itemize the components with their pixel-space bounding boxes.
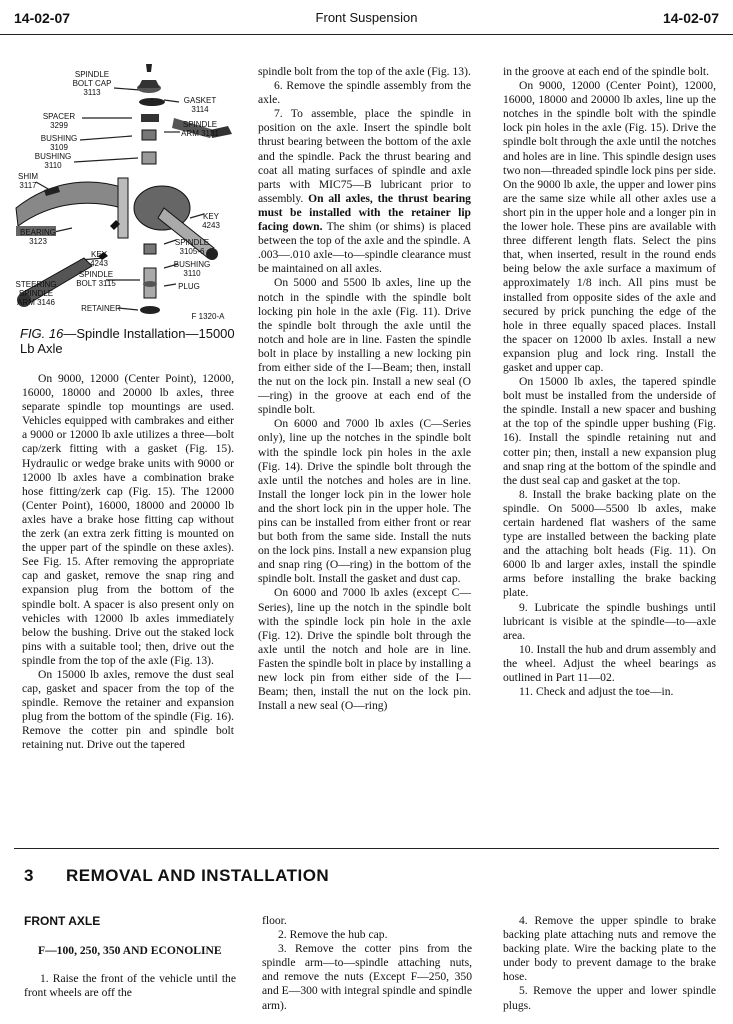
label-spindle-arm: SPINDLE ARM 3131 [181, 120, 219, 138]
step-6: 6. Remove the spindle assembly from the axle. [258, 79, 471, 107]
label-bushing-lower: BUSHING 3110 [173, 260, 211, 278]
bottom-column-3 [503, 914, 716, 1013]
label-bushing-second: BUSHING 3110 [34, 152, 72, 170]
shim-text: The shim (or shims) is placed between the top of the axle and the spindle. A .003—.010 axle—to—spindle clearance must be maintained on all axles. [258, 220, 471, 276]
spindle-exploded-diagram [14, 58, 238, 326]
paragraph: On 6000 and 7000 lb axles (except C—Series), line up the notch in the spindle bolt with the spindle lock pin hole in the axle (Fig. 12). Drive the spindle bolt through the axle until the notch and hole are in line. Fasten the spindle bolt in place by installing a new lock pin from either side of the I—Beam; then, install the nut on the lock pin. Install a new seal (O—ring) [258, 586, 471, 713]
bottom-column-1 [24, 914, 236, 1000]
step-9: 9. Lubricate the spindle bushings until lubricant is visible at the spindle—to—axle area. [503, 600, 716, 642]
step-10: 10. Install the hub and drum assembly and the wheel. Adjust the wheel bearings as outlined in Part 11—02. [503, 642, 716, 685]
figure-code: F 1320-A [191, 312, 225, 321]
column-1 [22, 372, 234, 753]
step-11: 11. Check and adjust the toe—in. [519, 685, 674, 699]
label-key-lower: KEY 4243 [90, 250, 108, 268]
step-8: 8. Install the brake backing plate on the spindle. On 5000—5500 lb axles, make certain hardened flat washers of the same type are installed between the backing plate and the attaching bolt heads (Fig. 11). On 6000 lb and larger axles, install the spindle arms before installing the brake backing plate. [503, 487, 716, 600]
label-spacer: SPACER 3299 [42, 112, 76, 130]
column-3 [503, 65, 716, 699]
label-bushing-upper: BUSHING 3109 [40, 134, 78, 152]
paragraph: On 9000, 12000 (Center Point), 12000, 16000, 18000 and 20000 lb axles, line up the notches in the spindle bolt with the spindle lock pin holes in the axle (Fig. 15). Drive the spindle bolt through the axle until the notches and holes are in line. This spindle design uses two non—threaded spindle lock pins per side. On the 9000 lb axle, the upper and lower pins are the same size while all other axles use a short pin in the upper hole and a longer pin in the lower hole. These pins are available with three different length flats. Select the pins that, when inserted, result in the round ends being below the axle surface a maximum of approximately 1/8 inch. All pins must be installed from opposite sides of the axle and secured by prick punching the edge of the hole in three equally spaced places. Install the spacer on 12000 lb axles. Install a new expansion plug and lock ring. Install the gasket and upper cap. [503, 79, 716, 374]
step-1: 1. Raise the front of the vehicle until the front wheels are off the [24, 972, 236, 1000]
label-retainer: RETAINER [81, 304, 121, 313]
running-title: Front Suspension [315, 10, 418, 25]
step-7-text: 7. To assemble, place the spindle in position on the axle. Insert the spindle bolt thrust bearing between the bottom of the axle and the spindle. Pack the thrust bearing and coat all mating surfaces of spindle and axle parts with MIC75—B lubricant prior to assembly. [258, 107, 471, 205]
bearing-warning: On all axles, the thrust bearing must be installed with the retainer lip facing down. [258, 191, 471, 234]
label-spindle: SPINDLE 3105-6 [174, 238, 210, 256]
paragraph: On 15000 lb axles, the tapered spindle bolt must be installed from the underside of the spindle. Install a new spacer and bushing at the top of the spindle upper bushing (Fig. 16). Install the spindle retaining nut and cotter pin; then, install a new expansion plug and snap ring at the bottom of the spindle and the dust seal cap and gasket at the top. [503, 375, 716, 487]
label-gasket: GASKET 3114 [183, 96, 217, 114]
step-4: 4. Remove the upper spindle to brake backing plate attaching nuts and remove the backing plate. Wire the backing plate to the under body to prevent damage to the brake hose. [503, 914, 716, 984]
section-title: REMOVAL AND INSTALLATION [66, 866, 330, 885]
label-steering-spindle-arm: STEERING SPINDLE ARM 3146 [15, 280, 57, 307]
label-plug: PLUG [178, 282, 200, 291]
label-bearing: BEARING 3123 [19, 228, 56, 246]
front-axle-heading: FRONT AXLE [24, 914, 101, 928]
page-number-right: 14-02-07 [662, 10, 719, 26]
paragraph: in the groove at each end of the spindle bolt. [503, 65, 710, 78]
label-key-upper: KEY 4243 [202, 212, 220, 230]
step-3: 3. Remove the cotter pins from the spindle arm—to—spindle attaching nuts, and remove the nuts (Except F—250, 350 and E—300 with integral spindle and spindle arm). [262, 942, 472, 1012]
figure-number: FIG. 16 [20, 326, 64, 341]
section-number: 3 [24, 866, 34, 885]
paragraph: On 9000, 12000 (Center Point), 12000, 16000, 18000 and 20000 lb axles, three separate spindle top mountings are used. Vehicles equipped with cambrakes and either a 9000 or 12000 lb axle utilizes a three—bolt cap/zerk fitting with a gasket (Fig. 15). Hydraulic or wedge brake units with 9000 or 12000 lb axles have a combination brake hose fitting/zerk cap (Fig. 15). The 12000 (Center Point), 16000, 18000 and 20000 lb axles have a brake hose fitting cap without the zerk (an extra zerk fitting is mounted on the upper part of the spindle on these axles). See Fig. 15. After removing the appropriate cap and gasket, remove the snap ring and expansion plug from the bottom of the spindle bolt. A spacer is also present only on vehicles with 12000 lb axles immediately below the bushing. Drive out the staked lock pins with a suitable tool; then, drive out the spindle from the top of the axle (Fig. 13). [22, 372, 234, 667]
model-subheading: F—100, 250, 350 AND ECONOLINE [38, 944, 222, 957]
step-5: 5. Remove the upper and lower spindle plugs. [503, 984, 716, 1012]
label-spindle-bolt-cap: SPINDLE BOLT CAP 3113 [72, 70, 112, 97]
label-shim: SHIM 3117 [18, 172, 38, 190]
page-header [0, 0, 733, 35]
section-divider [14, 848, 719, 849]
step-7 [258, 107, 471, 276]
paragraph: On 6000 and 7000 lb axles (C—Series only), line up the notches in the spindle bolt with the spindle lock pin holes in the axle (Fig. 14). Drive the spindle bolt through the axle until the notches and holes are in line. Install the longer lock pin in the lower hole and the short lock pin in the upper hole. The pins can be installed from either front or rear but both from the same side. Install the nuts on the lock pins. Install a new expansion plug and snap ring (O—ring) in the bottom of the spindle bolt. Install the gasket and dust cap. [258, 417, 471, 586]
paragraph: floor. [262, 914, 287, 927]
section-heading [24, 866, 329, 886]
figure-caption [20, 326, 235, 356]
figure-caption-text: —Spindle Installation—15000 Lb Axle [20, 326, 235, 356]
label-spindle-bolt: SPINDLE BOLT 3115 [76, 270, 116, 288]
paragraph: On 5000 and 5500 lb axles, line up the notch in the spindle with the spindle bolt locking pin hole in the axle (Fig. 11). Drive the spindle bolt through the axle until the notch and hole are in line. Fasten the spindle bolt in place by installing a new locking pin from either side of the I—Beam; then, install the nut on the lock pin. Install a new seal (O—ring) in the groove at each end of the spindle bolt. [258, 276, 471, 417]
paragraph: On 15000 lb axles, remove the dust seal cap, gasket and spacer from the top of the spindle. Remove the retainer and expansion plug from the bottom of the spindle (Fig. 16). Remove the cotter pin and spindle bolt retaining nut. Drive out the tapered [22, 667, 234, 752]
column-2 [258, 65, 471, 713]
bottom-column-2 [262, 914, 472, 1013]
page-number-left: 14-02-07 [14, 10, 71, 26]
step-2: 2. Remove the hub cap. [278, 928, 388, 942]
paragraph: spindle bolt from the top of the axle (Fig. 13). [258, 65, 471, 78]
